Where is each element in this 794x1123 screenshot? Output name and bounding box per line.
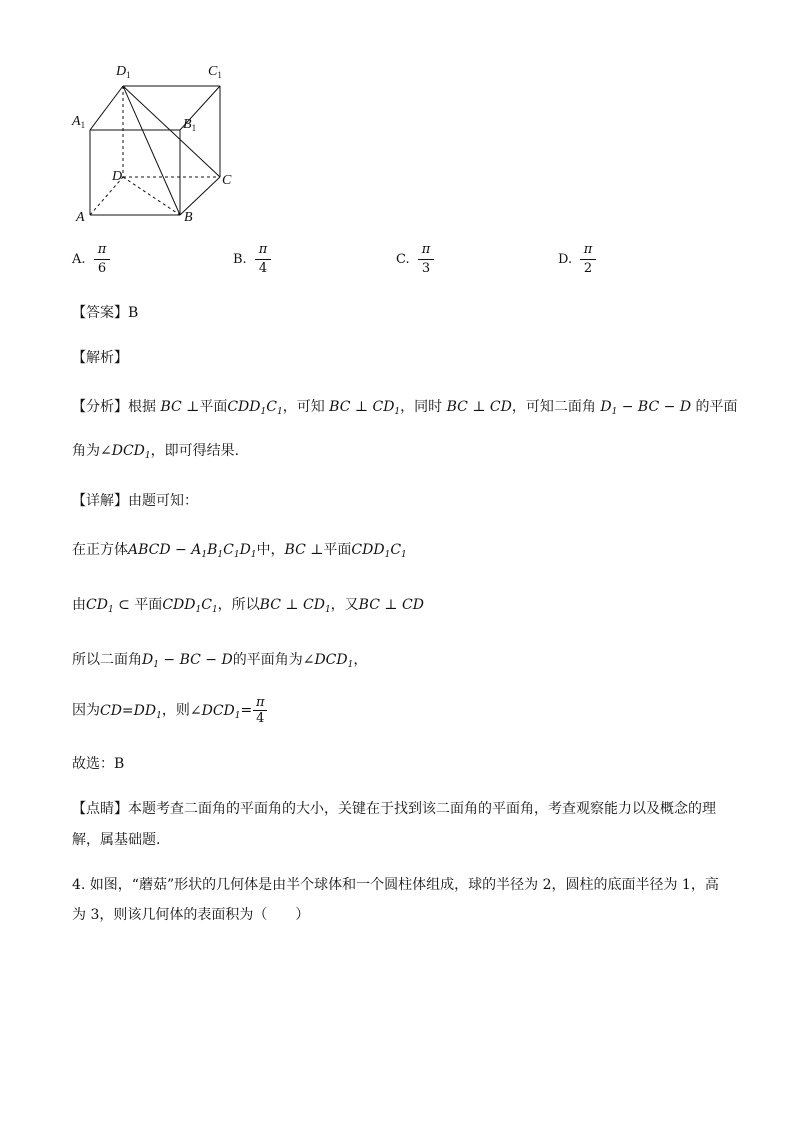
label-d: D (112, 169, 123, 184)
math: $\angle DCD_1$ (189, 702, 241, 721)
math: $CDD_1C_1$ (351, 542, 407, 560)
answer-tag: 【答案】 (72, 305, 128, 321)
text: 根据 (128, 399, 156, 415)
text: ，又 (330, 597, 359, 613)
option-d-fraction: π 2 (580, 242, 596, 277)
analysis-heading: 【解析】 (72, 350, 128, 366)
label-b: B (184, 210, 193, 225)
detail-line-5: 故选：B (72, 756, 125, 772)
math: $D_1$ − BC − D (142, 652, 233, 670)
label-d1: $D_1$ (116, 64, 131, 80)
text: ，可知二面角 (511, 399, 596, 415)
comment-tag: 【点睛】 (72, 801, 128, 817)
text: ， (353, 652, 368, 668)
text: 因为 (72, 702, 100, 719)
text: ，同时 (400, 399, 443, 415)
math: BC ⊥ (284, 542, 324, 558)
option-a-label: A. (72, 252, 86, 267)
text: 的平面 (695, 399, 738, 415)
text: ，则 (161, 702, 190, 719)
label-b1: $B_1$ (183, 117, 197, 133)
text: 角为 (72, 443, 100, 459)
text: 平面 (323, 542, 352, 558)
edge-a1-d1 (90, 86, 123, 130)
line-d1-b (123, 86, 180, 215)
text: ，即可得结果. (150, 443, 240, 459)
detail-line-3 (72, 649, 367, 669)
text: ，所以 (217, 597, 260, 613)
math: $\angle DCD_1$ (302, 652, 354, 670)
text: 由题可知： (128, 493, 198, 509)
text: 由 (72, 597, 86, 613)
option-a-fraction: π 6 (94, 242, 110, 277)
label-c1: $C_1$ (208, 64, 222, 80)
math: $CD=DD_1$ (100, 702, 162, 721)
text: 的平面角为 (232, 652, 303, 668)
cube-figure (60, 55, 250, 235)
answer-line (72, 302, 138, 322)
q4-line-1: 4. 如图，“蘑菇”形状的几何体是由半个球体和一个圆柱体组成，球的半径为 2，圆柱的底面半径为 1，高 (72, 877, 719, 893)
q4-line-2: 为 3，则该几何体的表面积为（ ） (72, 907, 310, 923)
text: 中， (256, 542, 285, 558)
option-b-label: B. (233, 252, 247, 267)
text: 平面 (199, 399, 228, 415)
option-b-fraction: π 4 (255, 242, 271, 277)
comment-line-2: 解，属基础题. (72, 832, 161, 848)
fraction-pi-over-4: $\frac{\pi}{4}$ (253, 695, 267, 726)
fenxi-tag: 【分析】 (72, 399, 128, 415)
detail-tag: 【详解】 (72, 493, 128, 509)
answer-value: B (128, 305, 139, 321)
math: BC ⊥ (160, 399, 200, 415)
math: ABCD − $A_1B_1C_1D_1$ (128, 542, 257, 560)
label-c: C (222, 173, 232, 188)
option-c-fraction: π 3 (418, 242, 434, 277)
fenxi-line-1 (72, 396, 738, 416)
math: $CDD_1C_1$ (227, 399, 283, 417)
text: 平面 (134, 597, 163, 613)
option-c-label: C. (396, 252, 410, 267)
line-d1-c (123, 86, 220, 177)
detail-line-2 (72, 594, 424, 614)
detail-line-1 (72, 539, 407, 559)
text: 本题考查二面角的平面角的大小，关键在于找到该二面角的平面角，考查观察能力以及概念的理 (128, 801, 716, 817)
math: BC ⊥ CD (446, 399, 512, 415)
math: $CD_1$ ⊂ (86, 597, 135, 615)
math: $\angle DCD_1$ (100, 443, 151, 461)
text: = (240, 702, 253, 719)
option-d-label: D. (558, 252, 573, 267)
math: $D_1$ − BC − D (600, 399, 692, 417)
comment-line-1 (72, 798, 716, 818)
math: BC ⊥ $CD_1$ (329, 399, 401, 417)
text: 在正方体 (72, 542, 128, 558)
fenxi-line-2 (72, 440, 239, 460)
text: 所以二面角 (72, 652, 142, 668)
label-a1: $A_1$ (72, 114, 86, 130)
text: ，可知 (282, 399, 325, 415)
math: BC ⊥ $CD_1$ (259, 597, 331, 615)
math: $CDD_1C_1$ (162, 597, 218, 615)
detail-heading (72, 490, 198, 510)
math: BC ⊥ CD (358, 597, 424, 613)
detail-line-4 (72, 695, 268, 726)
label-a: A (76, 210, 85, 225)
